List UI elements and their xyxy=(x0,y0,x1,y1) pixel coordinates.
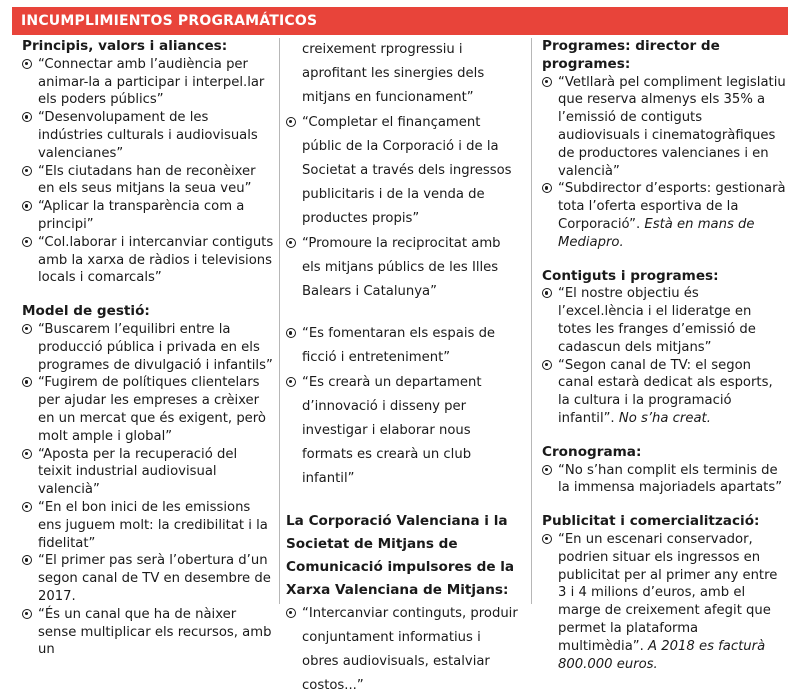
heading-cronograma: Cronograma: xyxy=(542,443,642,460)
heading-programes: Programes: director de programes: xyxy=(542,38,720,72)
bullet-icon xyxy=(286,377,296,387)
bullet-icon xyxy=(22,449,32,459)
list-item: “Segon canal de TV: el segon canal estarà dedicat als esports, la cultura i la programació infantil”. No s’ha creat. xyxy=(542,357,788,428)
list-item: “No s’han complit els terminis de la immensa majoriadels apartats” xyxy=(542,462,788,498)
list-item: “Desenvolupament de les indústries culturals i audiovisuals valencianes” xyxy=(22,109,274,162)
column-right xyxy=(542,38,788,673)
spacer xyxy=(542,497,788,513)
bullet-icon xyxy=(22,112,32,122)
bullet-icon xyxy=(22,502,32,512)
list-item: “Subdirector d’esports: gestionarà tota l’oferta esportiva de la Corporació”. Està en mans de Mediapro. xyxy=(542,180,788,251)
status-note: No s’ha creat. xyxy=(618,410,711,426)
column-divider xyxy=(531,38,532,604)
list-item: “Connectar amb l’audiència per animar-la a participar i interpel.lar els poders públics” xyxy=(22,56,274,109)
section-banner: INCUMPLIMIENTOS PROGRAMÁTICOS xyxy=(12,7,788,35)
list-item: “Els ciutadans han de reconèixer en els seus mitjans la seua veu” xyxy=(22,163,274,199)
list-item: “El nostre objectiu és l’excel.lència i el lideratge en totes les franges d’emissió de cadascun dels mitjans” xyxy=(542,285,788,356)
spacer xyxy=(542,428,788,444)
list-item: “Completar el finançament públic de la Corporació i de la Societat a través dels ingressos publicitaris i de la venda de productes propis” xyxy=(286,111,521,232)
heading-model-gestio: Model de gestió: xyxy=(22,303,150,320)
list-item: “Vetllarà pel compliment legislatiu que reserva almenys els 35% a l’emissió de contiguts audiovisuals i cinematogràfiques de productores valencianes i en valencià” xyxy=(542,74,788,181)
list-item: “Es fomentaran els espais de ficció i entreteniment” xyxy=(286,322,521,370)
column-divider xyxy=(279,38,280,604)
bullet-icon xyxy=(542,465,552,475)
list-item: “El primer pas serà l’obertura d’un segon canal de TV en desembre de 2017. xyxy=(22,552,274,605)
list-item: “Buscarem l’equilibri entre la producció pública i privada en els programes de divulgació i infantils” xyxy=(22,321,274,374)
list-item: “És un canal que ha de nàixer sense multiplicar els recursos, amb un xyxy=(22,606,274,659)
spacer xyxy=(542,252,788,268)
bullet-icon xyxy=(22,377,32,387)
list-item: “Intercanviar continguts, produir conjuntament informatius i obres audiovisuals, estalviar costos...” xyxy=(286,602,521,698)
bullet-icon xyxy=(22,609,32,619)
heading-corporacio: La Corporació Valenciana i la Societat de Mitjans de Comunicació impulsores de la Xarxa Valenciana de Mitjans: xyxy=(286,512,515,598)
bullet-icon xyxy=(542,183,552,193)
heading-publicitat: Publicitat i comercialització: xyxy=(542,513,760,530)
bullet-icon xyxy=(542,534,552,544)
list-item: “En un escenari conservador, podrien situar els ingressos en publicitat per al primer any entre 3 i 4 milions d’euros, amb el marge de creixement afegit que permet la plataforma multimèdia”. A 2018 es facturà 800.000 euros. xyxy=(542,531,788,673)
heading-contiguts: Contiguts i programes: xyxy=(542,267,719,284)
list-item: “Col.laborar i intercanviar contiguts amb la xarxa de ràdios i televisions locals i comarcals” xyxy=(22,234,274,287)
bullet-icon xyxy=(22,555,32,565)
bullet-icon xyxy=(22,324,32,334)
bullet-icon xyxy=(22,166,32,176)
status-note: A 2018 es facturà 800.000 euros. xyxy=(558,638,766,672)
bullet-icon xyxy=(542,288,552,298)
spacer xyxy=(22,287,274,303)
bullet-icon xyxy=(286,328,296,338)
bullet-icon xyxy=(286,238,296,248)
status-note: Està en mans de Mediapro. xyxy=(558,216,755,250)
column-left xyxy=(22,38,274,659)
list-item: “En el bon inici de les emissions ens juguem molt: la credibilitat i la fidelitat” xyxy=(22,499,274,552)
bullet-icon xyxy=(22,59,32,69)
bullet-icon xyxy=(542,360,552,370)
list-item-continued: creixement rprogressiu i aprofitant les sinergies dels mitjans en funcionament” xyxy=(302,42,485,106)
bullet-icon xyxy=(286,608,296,618)
bullet-icon xyxy=(542,77,552,87)
list-item: “Es crearà un departament d’innovació i disseny per investigar i elaborar nous formats es crearà un club infantil” xyxy=(286,371,521,492)
list-item: “Aposta per la recuperació del teixit industrial audiovisual valencià” xyxy=(22,446,274,499)
column-middle xyxy=(286,38,521,698)
bullet-icon xyxy=(286,117,296,127)
bullet-icon xyxy=(22,237,32,247)
list-item: “Fugirem de polítiques clientelars per ajudar les empreses a crèixer en un mercat que és exigent, però molt ample i global” xyxy=(22,374,274,445)
heading-principis: Principis, valors i aliances: xyxy=(22,38,228,54)
spacer xyxy=(286,304,521,322)
list-item: “Promoure la reciprocitat amb els mitjans públics de les Illes Balears i Catalunya” xyxy=(286,232,521,305)
bullet-icon xyxy=(22,201,32,211)
list-item: “Aplicar la transparència com a principi” xyxy=(22,198,274,234)
spacer xyxy=(286,492,521,510)
